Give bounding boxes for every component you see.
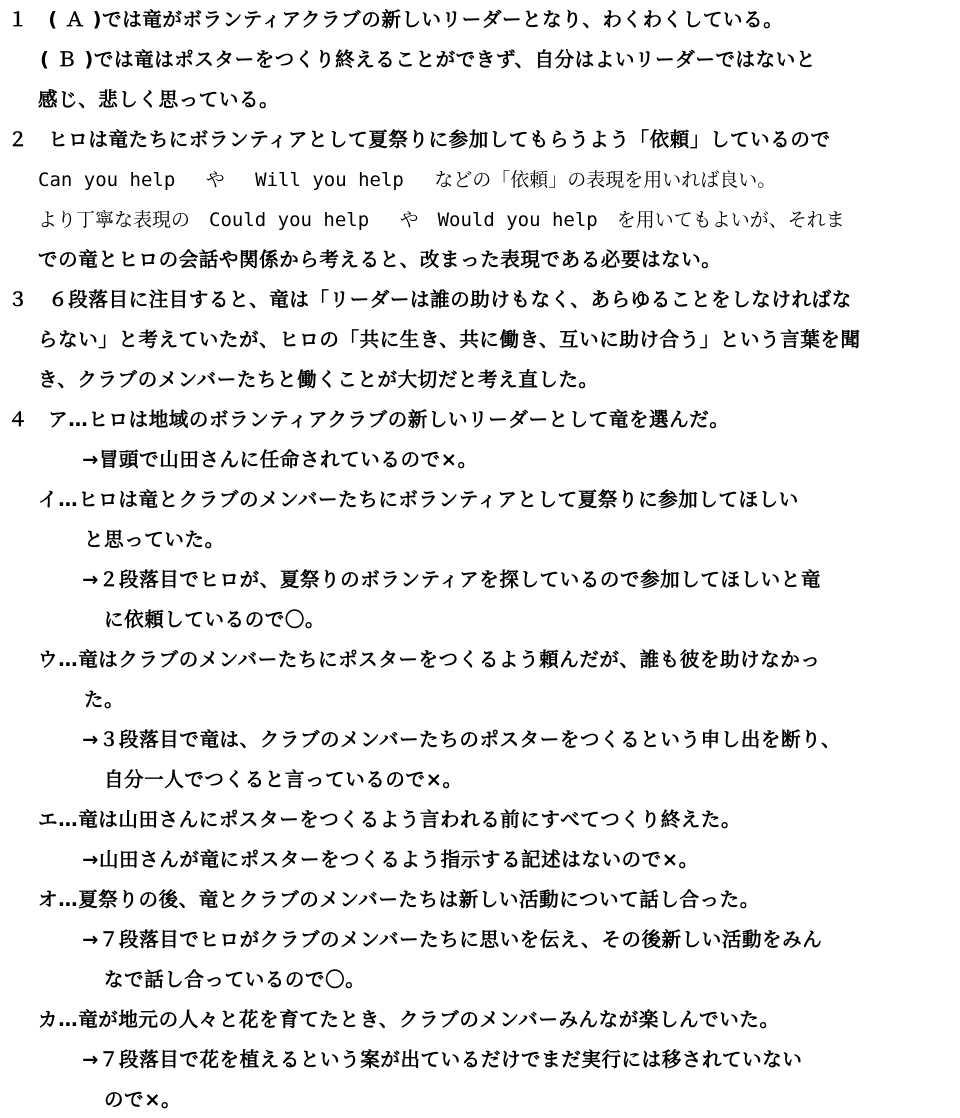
answer-1-line-3: 感じ、悲しく思っている。	[38, 88, 280, 111]
answer-4-item-ka: カ…竜が地元の人々と花を育てたとき、クラブのメンバーみんなが楽しんでいた。	[38, 1008, 780, 1031]
answer-4-item-o-note-2: なで話し合っているので〇。	[104, 968, 366, 991]
answer-4-item-u-note-1: →３段落目で竜は、クラブのメンバーたちのポスターをつくるという申し出を断り、	[82, 728, 842, 751]
answer-4-item-e-note: →山田さんが竜にポスターをつくるよう指示する記述はないので×。	[82, 848, 699, 871]
answer-1-line-1: １ ( Ａ )では竜がボランティアクラブの新しいリーダーとなり、わくわくしている。	[8, 8, 784, 31]
answer-4-item-u-line-2: た。	[84, 688, 125, 711]
answer-3-line-2: らない」と考えていたが、ヒロの「共に生き、共に働き、互いに助け合う」という言葉を聞	[38, 328, 861, 351]
answer-2-line-2: Can you help や Will you help などの「依頼」の表現を用いれば良い。	[38, 169, 777, 191]
answer-1-line-2: ( Ｂ )では竜はポスターをつくり終えることができず、自分はよいリーダーではないと	[40, 48, 816, 71]
answer-4-item-ka-note-1: →７段落目で花を植えるという案が出ているだけでまだ実行には移されていない	[82, 1048, 803, 1071]
answer-4-item-u-line-1: ウ…竜はクラブのメンバーたちにポスターをつくるよう頼んだが、誰も彼を助けなかっ	[38, 648, 821, 671]
answer-4-item-e: エ…竜は山田さんにポスターをつくるよう言われる前にすべてつくり終えた。	[38, 808, 742, 831]
answer-4-item-ka-note-2: ので×。	[104, 1088, 182, 1111]
answer-3-line-1: ３ ６段落目に注目すると、竜は「リーダーは誰の助けもなく、あらゆることをしなければな	[8, 288, 852, 311]
answer-4-item-o: オ…夏祭りの後、竜とクラブのメンバーたちは新しい活動について話し合った。	[38, 888, 760, 911]
answer-4-item-u-note-2: 自分一人でつくると言っているので×。	[104, 768, 463, 791]
answer-2-line-3: より丁寧な表現の Could you help や Would you help を用いてもよいが、それま	[38, 209, 845, 231]
answer-4-item-a: ４ ア…ヒロは地域のボランティアクラブの新しいリーダーとして竜を選んだ。	[8, 408, 730, 431]
answer-4-item-i-line-1: イ…ヒロは竜とクラブのメンバーたちにボランティアとして夏祭りに参加してほしい	[38, 488, 799, 511]
answer-4-item-i-line-2: と思っていた。	[84, 528, 225, 551]
answer-4-item-o-note-1: →７段落目でヒロがクラブのメンバーたちに思いを伝え、その後新しい活動をみん	[82, 928, 823, 951]
answer-4-item-a-note: →冒頭で山田さんに任命されているので×。	[82, 448, 478, 471]
answer-3-line-3: き、クラブのメンバーたちと働くことが大切だと考え直した。	[38, 368, 599, 391]
answer-2-line-1: ２ ヒロは竜たちにボランティアとして夏祭りに参加してもらうよう「依頼」しているので	[8, 128, 831, 151]
answer-4-item-i-note-1: →２段落目でヒロが、夏祭りのボランティアを探しているので参加してほしいと竜	[82, 568, 821, 591]
answer-4-item-i-note-2: に依頼しているので〇。	[104, 608, 326, 631]
answer-2-line-4: での竜とヒロの会話や関係から考えると、改まった表現である必要はない。	[38, 248, 722, 271]
